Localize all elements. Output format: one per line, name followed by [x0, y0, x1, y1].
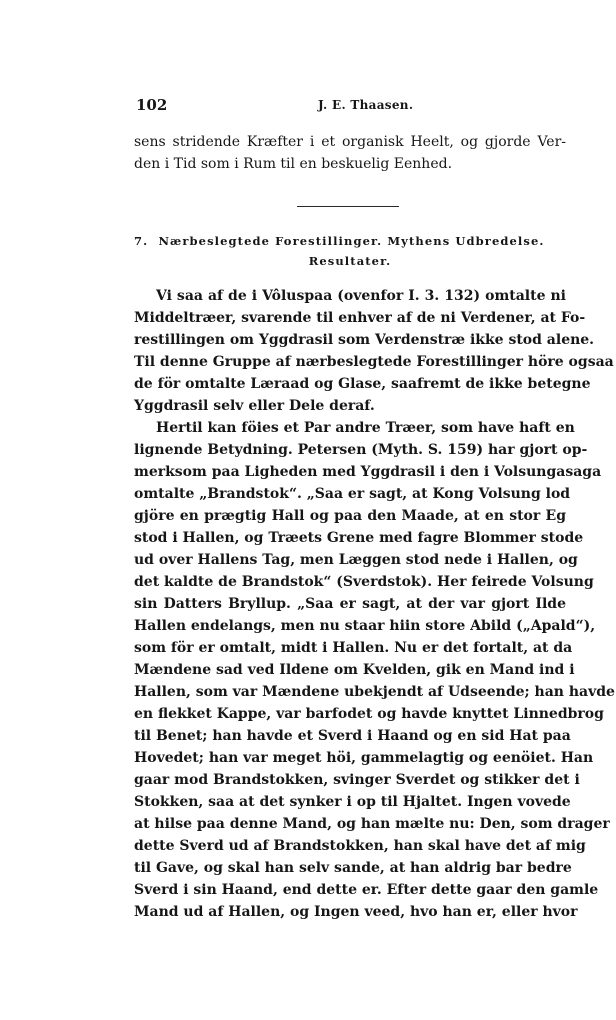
text-line: Hallen endelangs, men nu staar hiin store Abild („Apald“), [134, 618, 596, 634]
section-title-text: Nærbeslegtede Forestillinger. Mythens Udbredelse. [158, 234, 545, 248]
text-line: Stokken, saa at det synker i op til Hjaltet. Ingen vovede [134, 794, 571, 810]
text-line: ud over Hallens Tag, men Læggen stod nede i Hallen, og [134, 552, 578, 568]
text-line: omtalte „Brandstok“. „Saa er sagt, at Kong Volsung lod [134, 486, 571, 502]
text-line: til Benet; han havde et Sverd i Haand og en sid Hat paa [134, 728, 571, 744]
text-line: den i Tid som i Rum til en beskuelig Eenhed. [134, 156, 453, 172]
text-line: Vi saa af de i Vôluspaa (ovenfor I. 3. 132) omtalte ni [156, 288, 566, 304]
text-line: en flekket Kappe, var barfodet og havde knyttet Linnedbrog [134, 706, 604, 722]
text-line: som för er omtalt, midt i Hallen. Nu er det fortalt, at da [134, 640, 573, 656]
text-line: Til denne Gruppe af nærbeslegtede Forestillinger höre ogsaa [134, 354, 614, 370]
text-line: Middeltræer, svarende til enhver af de ni Verdener, at Fo- [134, 310, 586, 326]
text-line: Sverd i sin Haand, end dette er. Efter dette gaar den gamle [134, 882, 599, 898]
text-line: at hilse paa denne Mand, og han mælte nu: Den, som drager [134, 816, 610, 832]
text-line: Mændene sad ved Ildene om Kvelden, gik en Mand ind i [134, 662, 575, 678]
page-header [136, 96, 566, 116]
section-heading [134, 231, 566, 271]
text-line: sin Datters Bryllup. „Saa er sagt, at der var gjort Ilde [134, 596, 566, 612]
text-line: Hertil kan föies et Par andre Træer, som have haft en [156, 420, 575, 436]
section-number: 7. [134, 234, 149, 248]
section-heading-line [134, 231, 566, 251]
text-line: Mand ud af Hallen, og Ingen veed, hvo han er, eller hvor [134, 904, 578, 920]
text-line: gjöre en prægtig Hall og paa den Maade, at en stor Eg [134, 508, 566, 524]
text-line: restillingen om Yggdrasil som Verdenstræ ikke stod alene. [134, 332, 595, 348]
text-line: det kaldte de Brandstok“ (Sverdstok). Her feirede Volsung [134, 574, 594, 590]
page-number: 102 [136, 96, 168, 114]
text-line: Hallen, som var Mændene ubekjendt af Udseende; han havde [134, 684, 615, 700]
text-line: lignende Betydning. Petersen (Myth. S. 159) har gjort op- [134, 442, 588, 458]
text-line: Hovedet; han var meget höi, gammelagtig og eenöiet. Han [134, 750, 594, 766]
main-text [134, 285, 615, 923]
text-line: merksom paa Ligheden med Yggdrasil i den i Volsungasaga [134, 464, 602, 480]
text-line: sens stridende Kræfter i et organisk Heelt, og gjorde Ver- [134, 134, 566, 150]
section-divider [297, 206, 399, 207]
running-head: J. E. Thaasen. [318, 98, 414, 112]
intro-paragraph [134, 131, 566, 175]
text-line: gaar mod Brandstokken, svinger Sverdet og stikker det i [134, 772, 580, 788]
text-line: dette Sverd ud af Brandstokken, han skal have det af mig [134, 838, 586, 854]
text-line: Yggdrasil selv eller Dele deraf. [134, 398, 375, 414]
text-line: til Gave, og skal han selv sande, at han aldrig bar bedre [134, 860, 572, 876]
text-line: stod i Hallen, og Træets Grene med fagre Blommer stode [134, 530, 584, 546]
text-line: de för omtalte Læraad og Glase, saafremt de ikke betegne [134, 376, 591, 392]
section-heading-line: Resultater. [308, 254, 392, 268]
